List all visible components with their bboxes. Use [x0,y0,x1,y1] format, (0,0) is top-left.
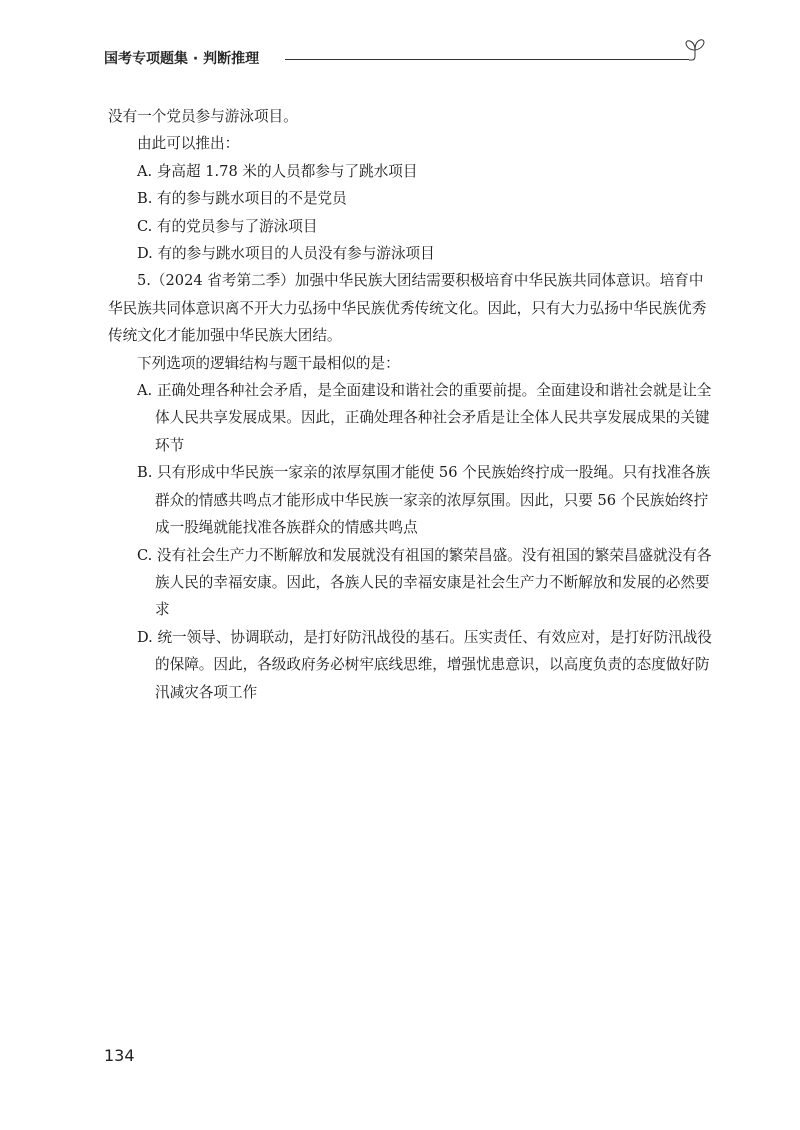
q5-stem: 5.（2024 省考第二季）加强中华民族大团结需要积极培育中华民族共同体意识。培育中华民族共同体意识离不开大力弘扬中华民族优秀传统文化。因此，只有大力弘扬中华民族优秀传统文化才能加强中华民族大团结。 [108,272,707,345]
q4-option-b: B. 有的参与跳水项目的不是党员 [137,190,347,208]
q5-option-d: D. 统一领导、协调联动，是打好防汛战役的基石。压实责任、有效应对，是打好防汛战役的保障。因此，各级政府务必树牢底线思维，增强忧患意识，以高度负责的态度做好防汛减灾各项工作 [137,628,713,701]
page-number: 134 [104,1046,135,1065]
q5-option-b: B. 只有形成中华民族一家亲的浓厚氛围才能使 56 个民族始终拧成一股绳。只有找准各族群众的情感共鸣点才能形成中华民族一家亲的浓厚氛围。因此，只要 56 个民族始终拧成一股绳就能找准各族群众的情感共鸣点 [137,464,711,537]
header-rule [285,59,689,60]
q4-option-a: A. 身高超 1.78 米的人员都参与了跳水项目 [137,162,418,180]
q5-option-c: C. 没有社会生产力不断解放和发展就没有祖国的繁荣昌盛。没有祖国的繁荣昌盛就没有各族人民的幸福安康。因此，各族人民的幸福安康是社会生产力不断解放和发展的必然要求 [137,546,712,619]
header-title: 国考专项题集 · 判断推理 [104,51,260,67]
q4-option-d: D. 有的参与跳水项目的人员没有参与游泳项目 [137,245,435,263]
q5-option-a: A. 正确处理各种社会矛盾，是全面建设和谐社会的重要前提。全面建设和谐社会就是让全体人民共享发展成果。因此，正确处理各种社会矛盾是让全体人民共享发展成果的关键环节 [137,382,712,454]
q5-prompt: 下列选项的逻辑结构与题干最相似的是： [137,354,400,372]
continuation-text: 没有一个党员参与游泳项目。 [108,108,298,125]
q4-option-c: C. 有的党员参与了游泳项目 [137,217,318,235]
page-body [108,103,714,706]
sprout-icon [682,36,716,62]
q4-prompt: 由此可以推出： [137,135,240,153]
